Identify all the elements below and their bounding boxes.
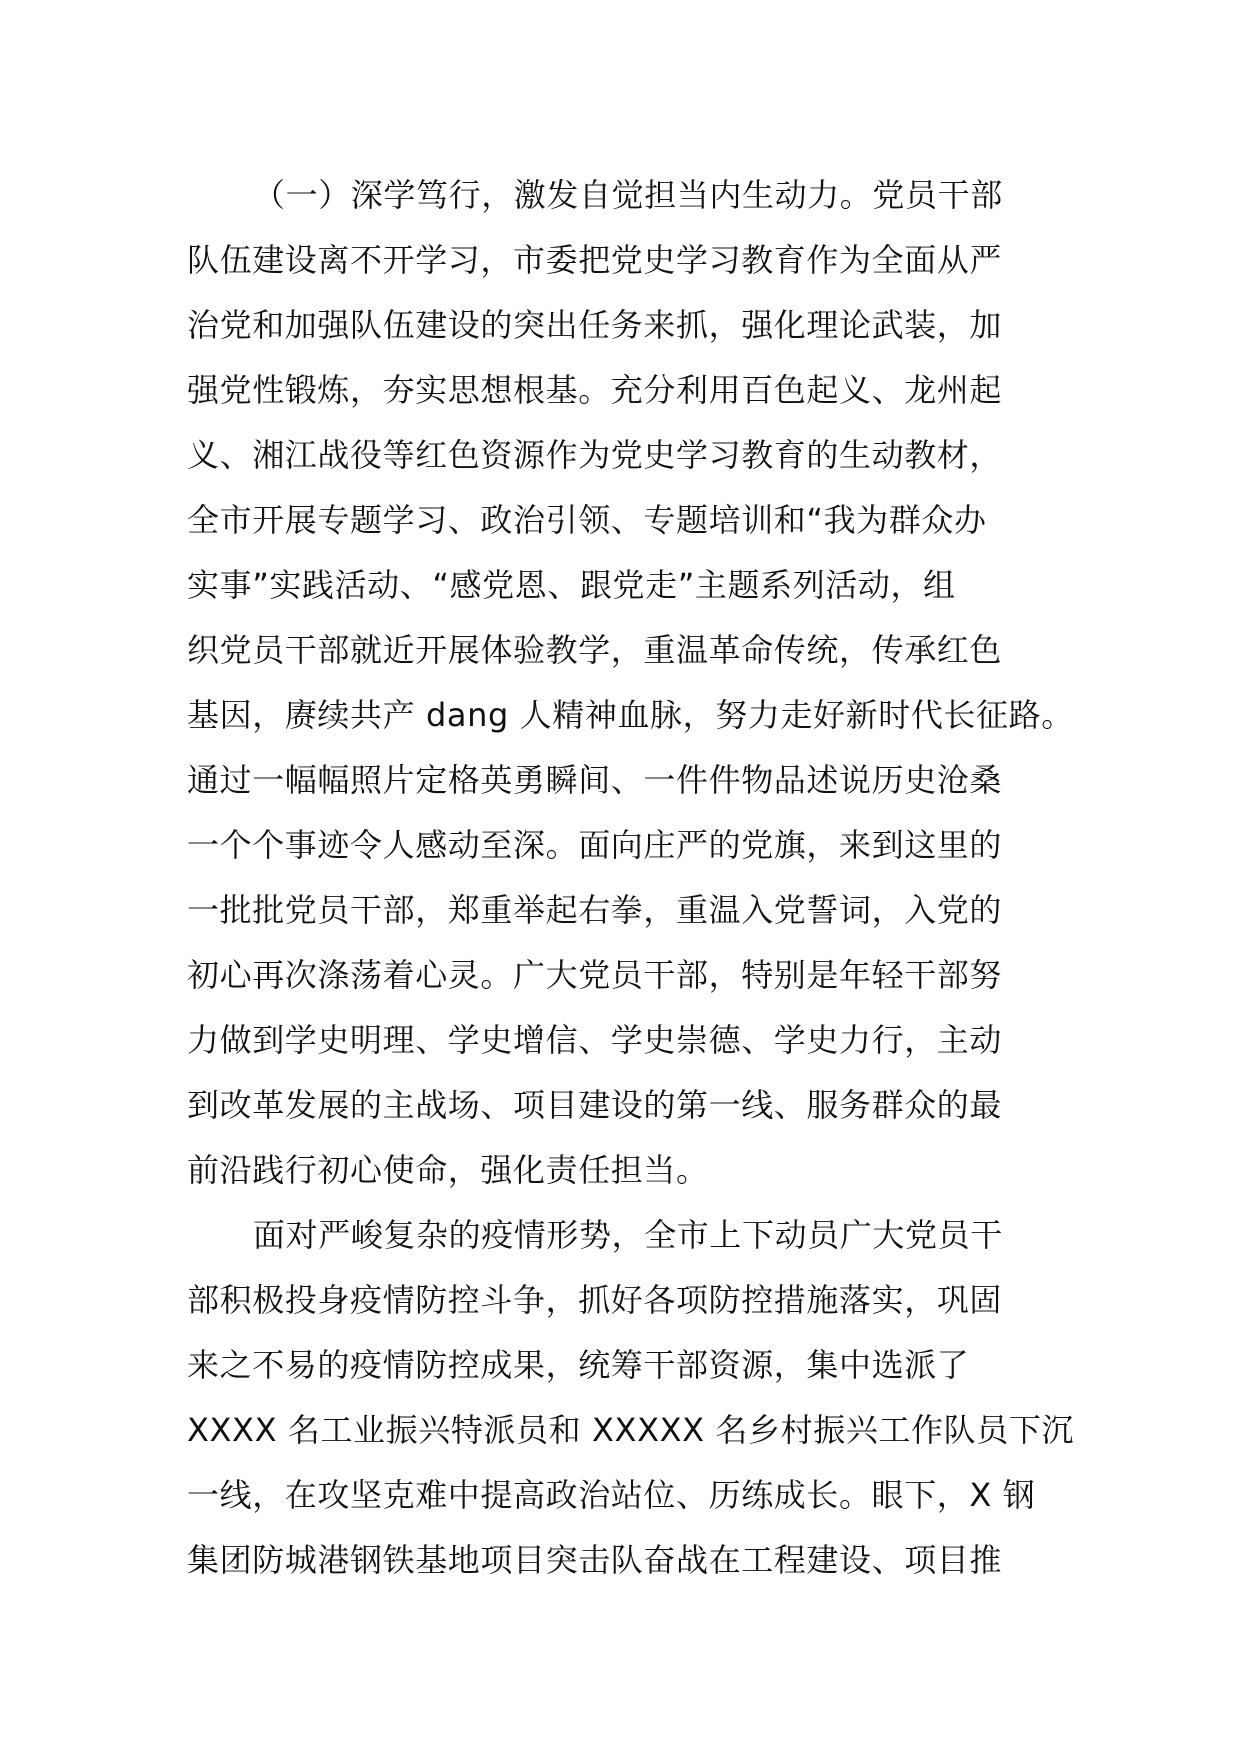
text-line: 一批批党员干部，郑重举起右拳，重温入党誓词，入党的: [187, 891, 1003, 929]
text-line: 义、湘江战役等红色资源作为党史学习教育的生动教材，: [187, 436, 1003, 474]
text-line: 实事”实践活动、“感党恩、跟党走”主题系列活动，组: [187, 566, 956, 604]
text-line: XXXX 名工业振兴特派员和 XXXXX 名乡村振兴工作队员下沉: [187, 1411, 1075, 1449]
text-line: 集团防城港钢铁基地项目突击队奋战在工程建设、项目推: [187, 1541, 1003, 1579]
text-line: （一）深学笃行，激发自觉担当内生动力。党员干部: [253, 176, 1003, 214]
text-line: 来之不易的疫情防控成果，统筹干部资源，集中选派了: [187, 1346, 970, 1384]
body-text: [187, 163, 1075, 1593]
text-line: 治党和加强队伍建设的突出任务来抓，强化理论武装，加: [187, 306, 1003, 344]
text-line: 队伍建设离不开学习，市委把党史学习教育作为全面从严: [187, 241, 1003, 279]
text-line: 初心再次涤荡着心灵。广大党员干部，特别是年轻干部努: [187, 956, 1003, 994]
paragraph-2: [187, 1203, 1075, 1593]
text-line: 基因，赓续共产 dang 人精神血脉，努力走好新时代长征路。: [187, 696, 1074, 734]
text-line: 前沿践行初心使命，强化责任担当。: [187, 1151, 709, 1189]
text-line: 强党性锻炼，夯实思想根基。充分利用百色起义、龙州起: [187, 371, 1003, 409]
text-line: 面对严峻复杂的疫情形势，全市上下动员广大党员干: [253, 1216, 1003, 1254]
text-line: 力做到学史明理、学史增信、学史崇德、学史力行，主动: [187, 1021, 1003, 1059]
text-line: 织党员干部就近开展体验教学，重温革命传统，传承红色: [187, 631, 1003, 669]
text-line: 一线，在攻坚克难中提高政治站位、历练成长。眼下，X 钢: [187, 1476, 1036, 1514]
text-line: 到改革发展的主战场、项目建设的第一线、服务群众的最: [187, 1086, 1003, 1124]
text-line: 全市开展专题学习、政治引领、专题培训和“我为群众办: [187, 501, 987, 539]
text-line: 部积极投身疫情防控斗争，抓好各项防控措施落实，巩固: [187, 1281, 1003, 1319]
text-line: 一个个事迹令人感动至深。面向庄严的党旗，来到这里的: [187, 826, 1003, 864]
paragraph-1: [187, 163, 1074, 1203]
text-line: 通过一幅幅照片定格英勇瞬间、一件件物品述说历史沧桑: [187, 761, 1003, 799]
